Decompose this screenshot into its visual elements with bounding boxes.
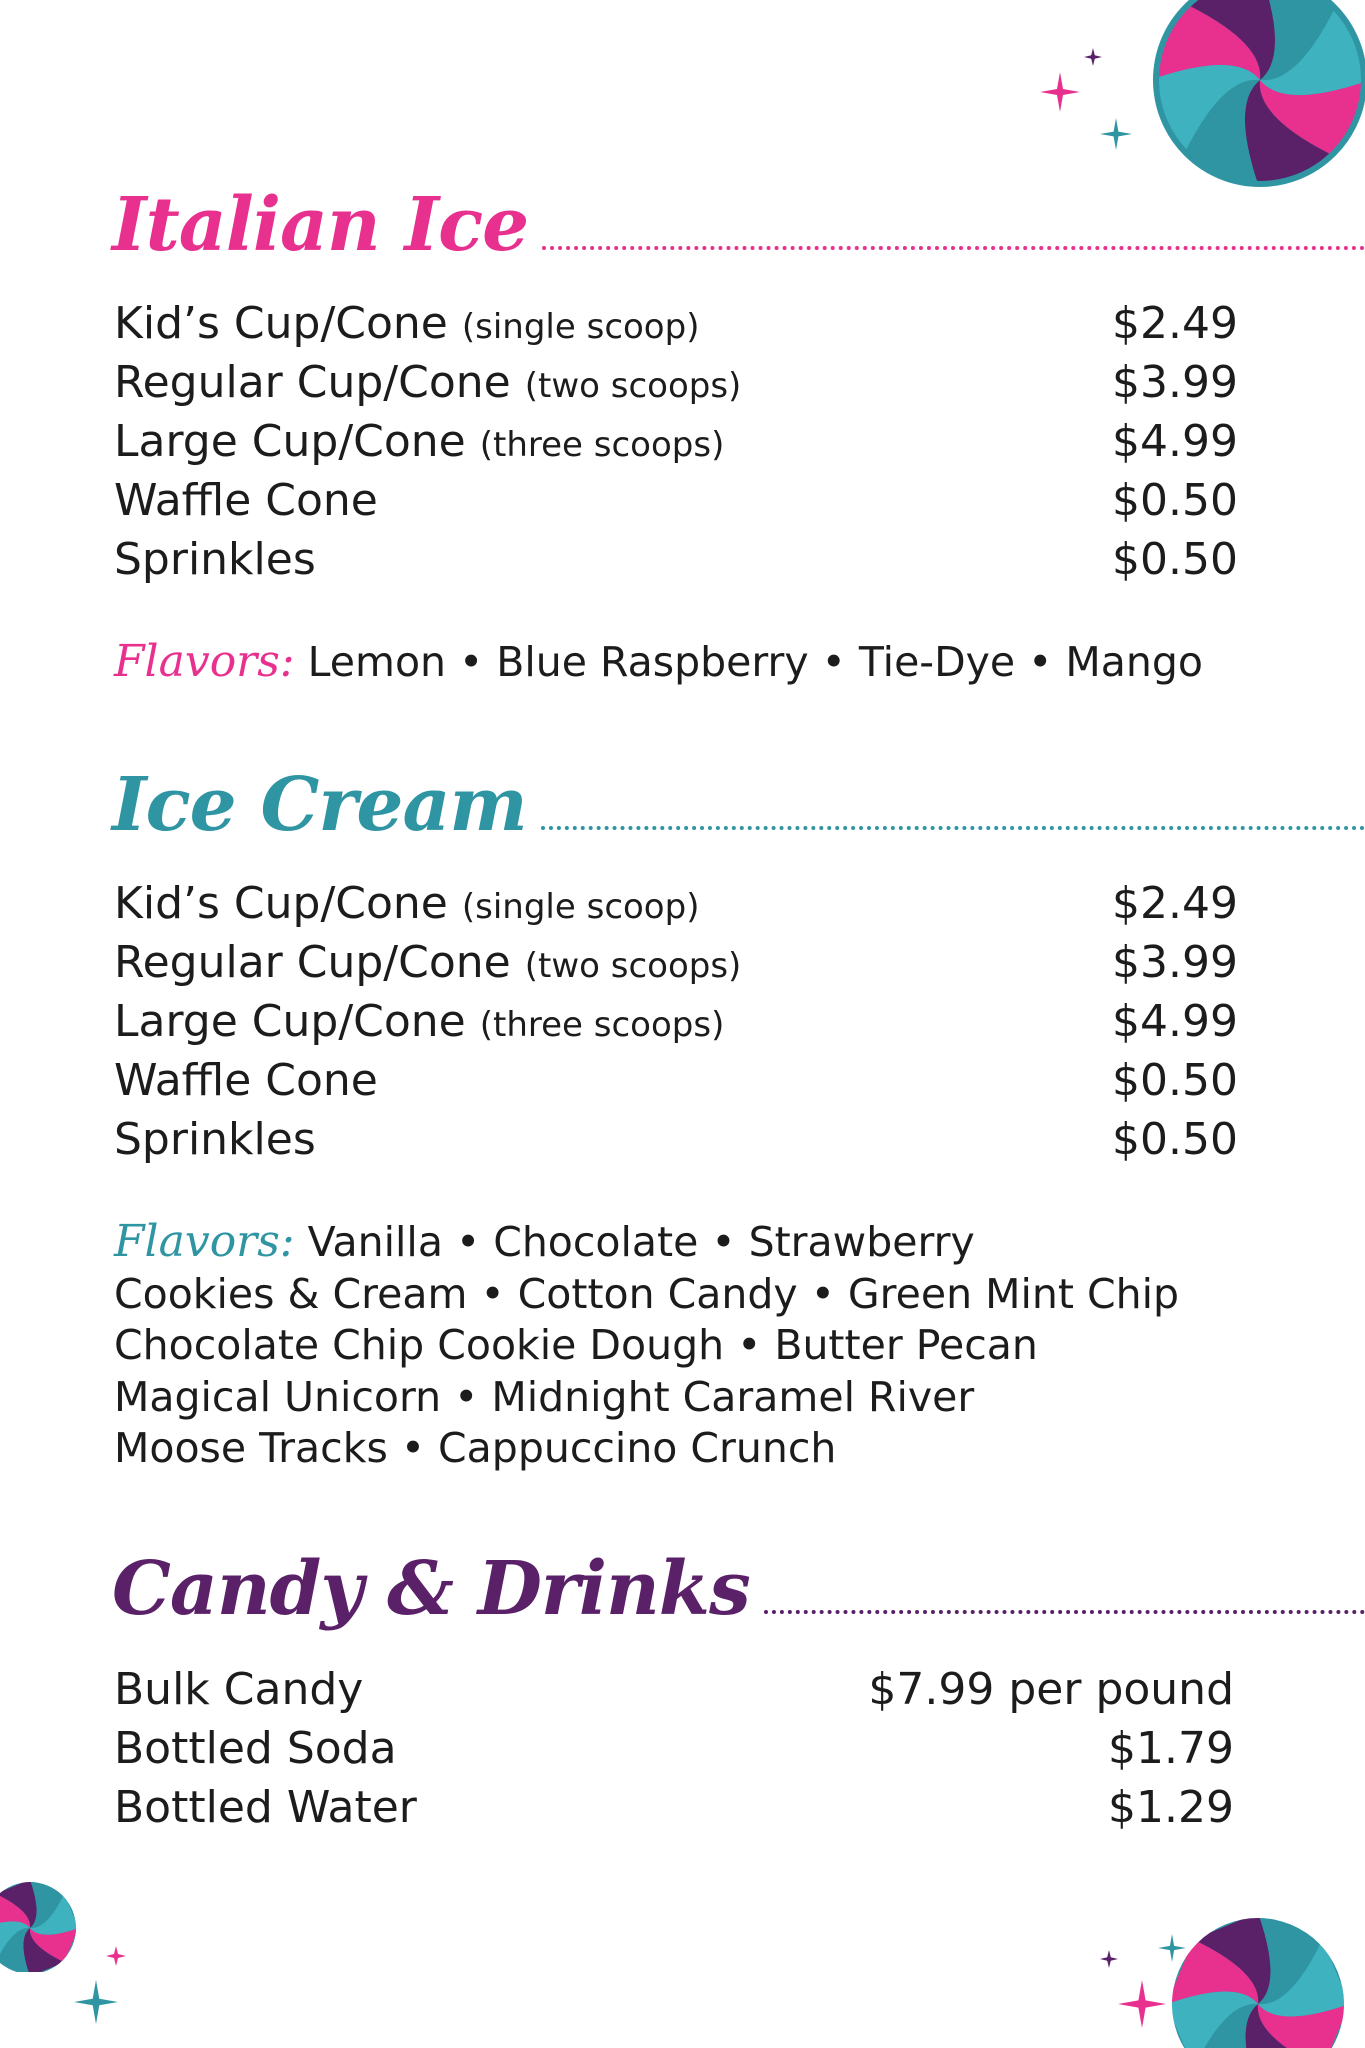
item-price: $2.49 xyxy=(1112,298,1238,349)
menu-item xyxy=(114,992,1238,1051)
flavors-line: Flavors: Lemon • Blue Raspberry • Tie-Dye • Mango xyxy=(114,636,1203,687)
flavors-line: Magical Unicorn • Midnight Caramel River xyxy=(114,1372,975,1421)
menu-item xyxy=(114,471,1238,530)
italian-ice-flavors xyxy=(114,636,1203,689)
item-price: $1.29 xyxy=(1108,1782,1234,1833)
flavors-label: Flavors: xyxy=(114,636,295,687)
item-name: Regular Cup/Cone (two scoops) xyxy=(114,357,742,408)
item-price: $4.99 xyxy=(1112,996,1238,1047)
item-price: $4.99 xyxy=(1112,416,1238,467)
flavors-line: Chocolate Chip Cookie Dough • Butter Pecan xyxy=(114,1321,1038,1369)
peppermint-candy-icon xyxy=(1168,1914,1365,2048)
menu-item xyxy=(114,1051,1238,1110)
divider xyxy=(764,1610,1365,1614)
item-name: Kid’s Cup/Cone (single scoop) xyxy=(114,878,700,929)
item-name: Large Cup/Cone (three scoops) xyxy=(114,996,725,1047)
item-price: $0.50 xyxy=(1112,534,1238,585)
italian-ice-price-list xyxy=(114,294,1238,589)
item-name: Kid’s Cup/Cone (single scoop) xyxy=(114,298,700,349)
menu-item xyxy=(114,412,1238,471)
menu-item xyxy=(114,1778,1234,1837)
item-name: Sprinkles xyxy=(114,534,316,585)
menu-item xyxy=(114,353,1238,412)
item-price: $0.50 xyxy=(1112,1055,1238,1106)
menu-item xyxy=(114,294,1238,353)
flavors-line: Flavors: Vanilla • Chocolate • Strawberry xyxy=(114,1216,975,1267)
sparkle-icon xyxy=(74,1980,118,2024)
divider xyxy=(542,246,1365,250)
peppermint-candy-icon xyxy=(1128,0,1365,198)
ice-cream-price-list xyxy=(114,874,1238,1169)
item-price: $1.79 xyxy=(1108,1723,1234,1774)
menu-item xyxy=(114,874,1238,933)
item-name: Waffle Cone xyxy=(114,475,378,526)
item-name: Bulk Candy xyxy=(114,1664,364,1715)
item-price: $3.99 xyxy=(1112,357,1238,408)
ice-cream-title: Ice Cream xyxy=(112,762,527,848)
italian-ice-heading-row xyxy=(112,182,1365,268)
menu-item xyxy=(114,933,1238,992)
candy-drinks-price-list xyxy=(114,1660,1234,1837)
candy-drinks-title: Candy & Drinks xyxy=(112,1546,750,1632)
item-name: Regular Cup/Cone (two scoops) xyxy=(114,937,742,988)
menu-item xyxy=(114,1110,1238,1169)
sparkle-icon xyxy=(106,1946,126,1966)
item-name: Bottled Water xyxy=(114,1782,417,1833)
flavors-line: Moose Tracks • Cappuccino Crunch xyxy=(114,1424,837,1472)
item-price: $2.49 xyxy=(1112,878,1238,929)
menu-item xyxy=(114,1660,1234,1719)
sparkle-icon xyxy=(1100,118,1132,150)
sparkle-icon xyxy=(1100,1950,1118,1968)
item-name: Bottled Soda xyxy=(114,1723,397,1774)
flavors-line: Cookies & Cream • Cotton Candy • Green Mint Chip xyxy=(114,1269,1179,1318)
item-price: $3.99 xyxy=(1112,937,1238,988)
item-price: $0.50 xyxy=(1112,1114,1238,1165)
item-price: $7.99 per pound xyxy=(868,1664,1234,1715)
candy-drinks-heading-row xyxy=(112,1546,1365,1632)
item-name: Waffle Cone xyxy=(114,1055,378,1106)
ice-cream-heading-row xyxy=(112,762,1365,848)
sparkle-icon xyxy=(1040,72,1080,112)
sparkle-icon xyxy=(1084,48,1102,66)
menu-item xyxy=(114,1719,1234,1778)
sparkle-icon xyxy=(1118,1980,1166,2028)
peppermint-candy-icon xyxy=(0,1882,82,1972)
italian-ice-title: Italian Ice xyxy=(112,182,529,268)
flavors-label: Flavors: xyxy=(114,1216,295,1267)
ice-cream-flavors xyxy=(114,1216,1179,1475)
item-name: Large Cup/Cone (three scoops) xyxy=(114,416,725,467)
menu-item xyxy=(114,530,1238,589)
item-price: $0.50 xyxy=(1112,475,1238,526)
sparkle-icon xyxy=(1158,1934,1186,1962)
item-name: Sprinkles xyxy=(114,1114,316,1165)
divider xyxy=(541,826,1365,830)
